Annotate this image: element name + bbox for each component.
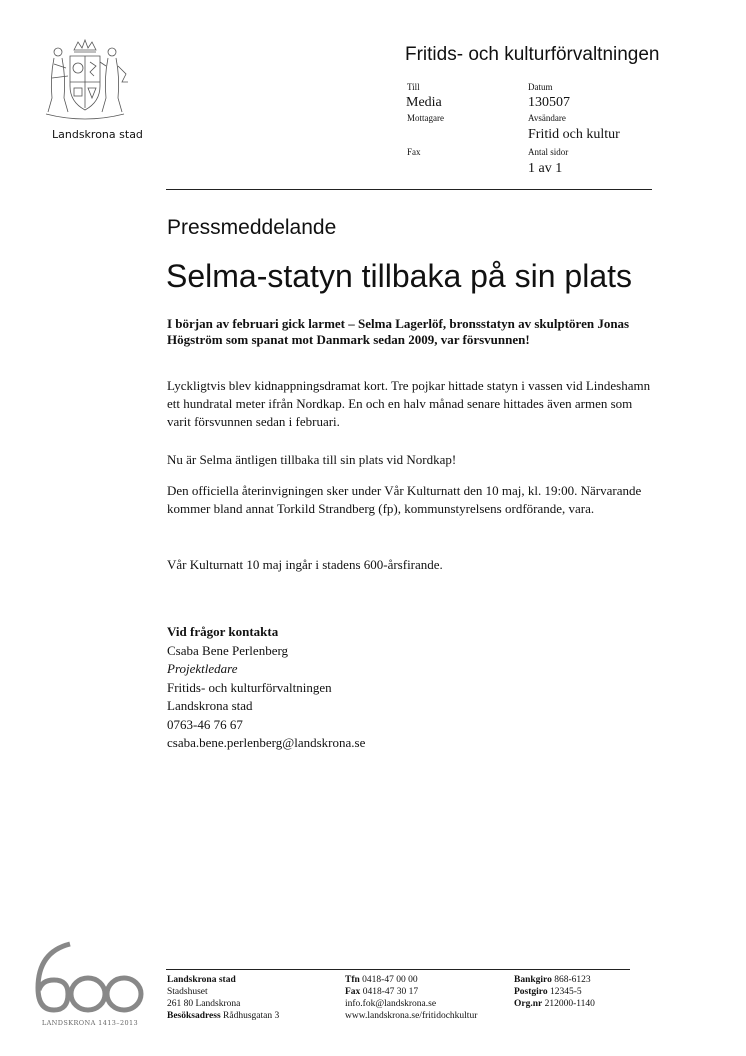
datum-label: Datum [528,82,553,92]
footer-postgiro-label: Postgiro [514,987,548,997]
department-heading: Fritids- och kulturförvaltningen [405,44,660,65]
avsandare-value: Fritid och kultur [528,127,620,142]
contact-block [167,623,365,753]
antal-sidor-value: 1 av 1 [528,161,563,176]
footer-postal-line: 261 80 Landskrona [167,999,241,1009]
antal-sidor-label: Antal sidor [528,147,569,157]
press-release-label: Pressmeddelande [167,216,337,239]
contact-department: Fritids- och kulturförvaltningen [167,679,332,695]
till-label: Till [407,82,420,92]
contact-phone: 0763-46 76 67 [167,716,243,732]
anniversary-600-logo [30,938,150,1028]
footer-orgnr-value: 212000-1140 [544,999,595,1009]
footer-fax-label: Fax [345,987,361,997]
page-title: Selma-statyn tillbaka på sin plats [166,258,632,294]
avsandare-label: Avsändare [528,113,566,123]
datum-value: 130507 [528,95,570,110]
logo-caption: LANDSKRONA 1413–2013 [41,1019,139,1027]
body-paragraph: Vår Kulturnatt 10 maj ingår i stadens 600-årsfirande. [167,557,443,572]
footer-contact-column [345,974,477,1022]
footer-address-column [167,974,279,1022]
footer-website[interactable]: www.landskrona.se/fritidochkultur [345,1011,478,1021]
footer-org-name: Landskrona stad [167,975,236,985]
contact-name: Csaba Bene Perlenberg [167,642,289,658]
contact-heading: Vid frågor kontakta [167,624,279,639]
mottagare-label: Mottagare [407,113,444,123]
footer-tfn-value: 0418-47 00 00 [362,975,418,985]
footer-divider [166,969,630,970]
footer-visit-address: Rådhusgatan 3 [223,1011,280,1021]
body-paragraph: Lyckligtvis blev kidnappningsdramat kort. Tre pojkar hittade statyn i vassen vid Lindeshamn ett hundratal meter ifrån Nordkap. En och en halv månad senare hittades även armen som varit försvunnen sedan i februari. [167,378,651,429]
footer-postgiro-value: 12345-5 [549,987,582,997]
coat-of-arms-logo [40,38,130,128]
fax-label: Fax [407,147,421,157]
footer-bankgiro-label: Bankgiro [514,975,552,985]
footer-fax-value: 0418-47 30 17 [362,987,419,997]
footer-orgnr-label: Org.nr [514,999,543,1009]
organization-name: Landskrona stad [52,128,143,141]
footer-finance-column [514,974,595,1010]
footer-email[interactable]: info.fok@landskrona.se [345,999,437,1009]
footer-tfn-label: Tfn [345,975,360,985]
footer-address-line: Stadshuset [167,987,208,997]
contact-role: Projektledare [167,661,238,676]
footer-bankgiro-value: 868-6123 [554,975,591,985]
contact-email[interactable]: csaba.bene.perlenberg@landskrona.se [167,735,366,750]
footer-visit-label: Besöksadress [167,1011,221,1021]
body-paragraph: Nu är Selma äntligen tillbaka till sin plats vid Nordkap! [167,452,457,467]
body-paragraph: Den officiella återinvigningen sker under Vår Kulturnatt den 10 maj, kl. 19:00. Närvarande kommer bland annat Torkild Strandberg (fp), kommunstyrelsens ordförande, vara. [167,483,642,516]
contact-organization: Landskrona stad [167,698,253,713]
lead-paragraph: I början av februari gick larmet – Selma Lagerlöf, bronsstatyn av skulptören Jonas Högström som spanat mot Danmark sedan 2009, var försvunnen! [167,316,630,347]
header-divider [166,189,652,190]
till-value: Media [406,95,442,110]
